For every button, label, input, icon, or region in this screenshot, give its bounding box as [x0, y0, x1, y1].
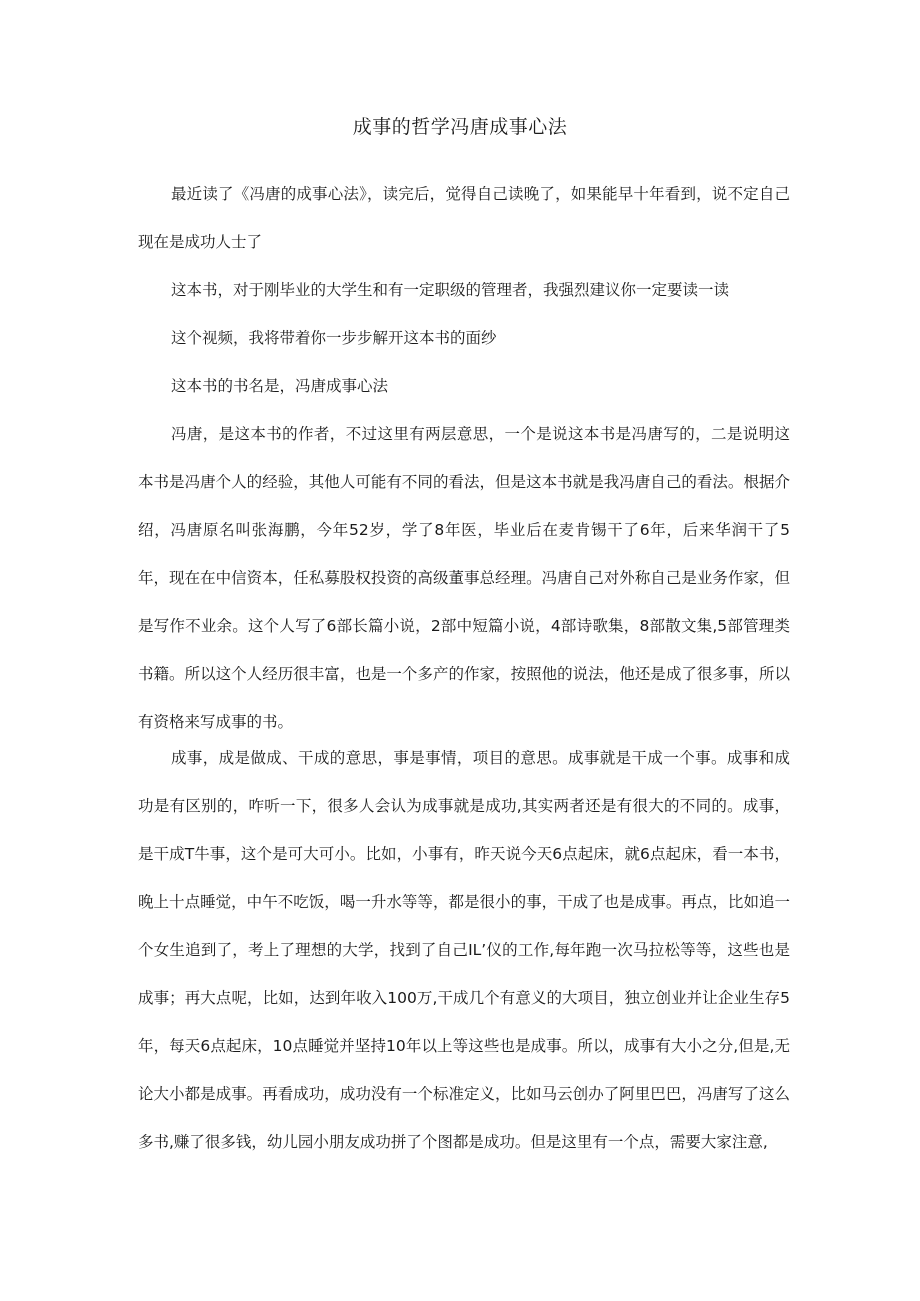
paragraph-video: 这个视频，我将带着你一步步解开这本书的面纱 [171, 329, 497, 347]
paragraph-intro: 最近读了《冯唐的成事心法》，读完后，觉得自己读晚了，如果能早十年看到，说不定自己现在是成功人士了 [138, 185, 790, 251]
paragraph-recommendation: 这本书，对于刚毕业的大学生和有一定职级的管理者，我强烈建议你一定要读一读 [171, 281, 730, 299]
paragraph-author: 冯唐，是这本书的作者，不过这里有两层意思，一个是说这本书是冯唐写的，二是说明这本书是冯唐个人的经验，其他人可能有不同的看法，但是这本书就是我冯唐自己的看法。根据介绍，冯唐原名叫张海鹏，今年52岁，学了8年医，毕业后在麦肯锡干了6年，后来华润干了5年，现在在中信资本，任私募股权投资的高级董事总经理。冯唐自己对外称自己是业务作家，但是写作不业余。这个人写了6部长篇小说，2部中短篇小说，4部诗歌集，8部散文集,5部管理类书籍。所以这个人经历很丰富，也是一个多产的作家，按照他的说法，他还是成了很多事，所以有资格来写成事的书。 [138, 425, 790, 731]
paragraph-book-name: 这本书的书名是，冯唐成事心法 [171, 377, 389, 395]
paragraph-chengshi: 成事，成是做成、干成的意思，事是事情，项目的意思。成事就是干成一个事。成事和成功是有区别的，咋听一下，很多人会认为成事就是成功,其实两者还是有很大的不同的。成事，是干成T牛事，这个是可大可小。比如，小事有，昨天说今天6点起床，就6点起床，看一本书，晚上十点睡觉，中午不吃饭，喝一升水等等，都是很小的事，干成了也是成事。再点，比如追一个女生追到了，考上了理想的大学，找到了自己IL’仪的工作,每年跑一次马拉松等等，这些也是成事；再大点呢，比如，达到年收入100万,干成几个有意义的大项目，独立创业并让企业生存5年，每天6点起床，10点睡觉并坚持10年以上等这些也是成事。所以，成事有大小之分,但是,无论大小都是成事。再看成功，成功没有一个标准定义，比如马云创办了阿里巴巴，冯唐写了这么多书,赚了很多钱，幼儿园小朋友成功拼了个图都是成功。但是这里有一个点，需要大家注意, [138, 749, 790, 1151]
document-title: 成事的哲学冯唐成事心法 [352, 116, 568, 138]
